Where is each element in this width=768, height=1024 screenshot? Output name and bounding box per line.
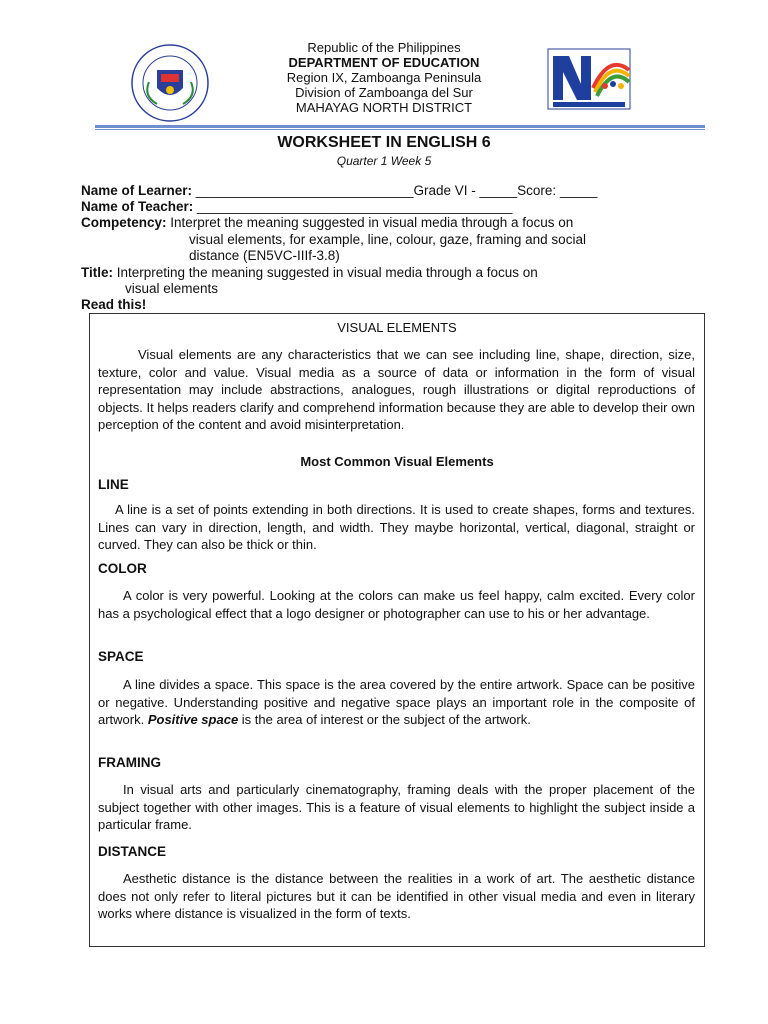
- north-mahayag-logo: [547, 48, 631, 110]
- line-paragraph: [98, 501, 695, 554]
- title-row: [81, 265, 538, 281]
- space-text-a: A line divides a space. This space is the area covered by the entire artwork. Space can be positive or negative. Understanding positive and negative space plays an important role in the composite of artwork.: [98, 677, 695, 727]
- grade-text[interactable]: Grade VI - _____: [413, 183, 518, 198]
- competency-line-1: Interpret the meaning suggested in visual media through a focus on: [166, 215, 574, 230]
- worksheet-subtitle: Quarter 1 Week 5: [336, 154, 432, 168]
- box-title: VISUAL ELEMENTS: [337, 320, 457, 335]
- title-line-2: visual elements: [125, 281, 219, 296]
- header-department: DEPARTMENT OF EDUCATION: [288, 55, 480, 70]
- framing-heading: FRAMING: [98, 755, 161, 770]
- teacher-row: [81, 199, 512, 215]
- competency-line-2: visual elements, for example, line, colour, gaze, framing and social: [189, 232, 586, 247]
- header-division: Division of Zamboanga del Sur: [295, 85, 473, 100]
- intro-paragraph: [98, 346, 695, 434]
- distance-paragraph: [98, 870, 695, 923]
- worksheet-title: WORKSHEET IN ENGLISH 6: [277, 134, 491, 151]
- content-box: [89, 313, 705, 947]
- header-region: Region IX, Zamboanga Peninsula: [286, 70, 482, 85]
- title-label: Title:: [81, 265, 114, 280]
- learner-blank[interactable]: _____________________________: [192, 183, 414, 198]
- intro-text: Visual elements are any characteristics that we can see including line, shape, direction, size, texture, color and value. Visual media as a source of data or information in the form of visual representation may include abstractions, analogues, rough illustrations or digital reproductions of objects. It helps readers clarify and comprehend information because they are able to develop their own perception of the content and avoid misinterpretation.: [98, 347, 695, 432]
- space-paragraph: [98, 676, 695, 729]
- title-line-1: Interpreting the meaning suggested in visual media through a focus on: [113, 265, 538, 280]
- space-text-emphasis: Positive space: [147, 712, 239, 727]
- learner-label: Name of Learner:: [81, 183, 193, 198]
- teacher-label: Name of Teacher:: [81, 199, 194, 214]
- distance-text: Aesthetic distance is the distance between the realities in a work of art. The aesthetic distance does not only refer to literal pictures but it can be identified in other visual media and even in literary works where distance is visualized in the form of texts.: [98, 871, 695, 921]
- competency-label: Competency:: [81, 215, 167, 230]
- line-heading: LINE: [98, 477, 129, 492]
- section-heading: Most Common Visual Elements: [300, 454, 494, 469]
- distance-heading: DISTANCE: [98, 844, 167, 859]
- header-rule: [95, 125, 705, 128]
- header-republic: Republic of the Philippines: [307, 40, 461, 55]
- header-district: MAHAYAG NORTH DISTRICT: [295, 100, 473, 115]
- color-heading: COLOR: [98, 561, 147, 576]
- line-text: A line is a set of points extending in both directions. It is used to create shapes, forms and textures. Lines can vary in direction, length, and width. They maybe horizontal, vertical, diagonal, straight or curved. They can also be thick or thin.: [98, 502, 695, 552]
- space-text-b: is the area of interest or the subject of the artwork.: [238, 712, 531, 727]
- framing-text: In visual arts and particularly cinematography, framing deals with the proper placement of the subject together with other images. This is a feature of visual elements to highlight the subject inside a particular frame.: [98, 782, 695, 832]
- header-rule-thin: [95, 129, 705, 130]
- score-text[interactable]: Score: _____: [517, 183, 598, 198]
- competency-row: [81, 215, 573, 231]
- color-text: A color is very powerful. Looking at the colors can make us feel happy, calm excited. Every color has a psychological effect that a logo designer or photographer can use to his or her advantage.: [98, 588, 695, 621]
- color-paragraph: [98, 587, 695, 622]
- learner-row: [81, 183, 597, 199]
- space-heading: SPACE: [98, 649, 144, 664]
- competency-line-3: distance (EN5VC-IIIf-3.8): [189, 248, 340, 263]
- read-this: Read this!: [81, 297, 147, 312]
- framing-paragraph: [98, 781, 695, 834]
- teacher-blank[interactable]: __________________________________________: [193, 199, 513, 214]
